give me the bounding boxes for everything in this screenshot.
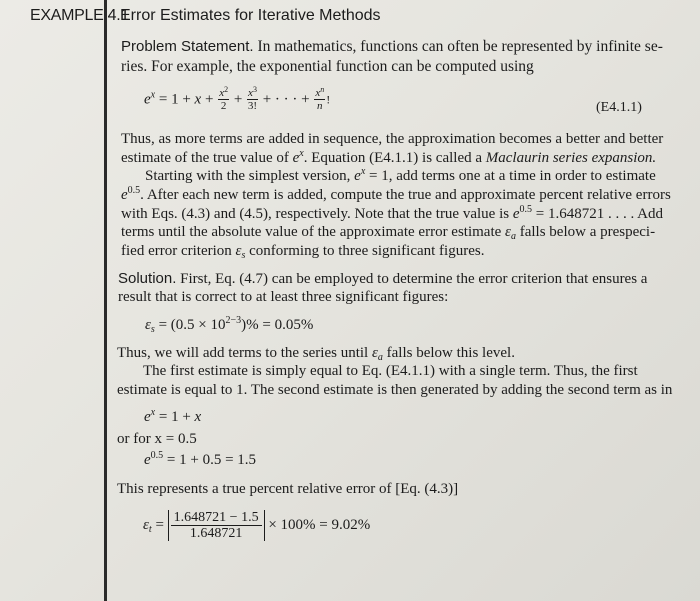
solution-line-1: Solution. First, Eq. (4.7) can be employed to determine the error criterion that ensures a [118, 270, 648, 287]
solution-p3-line2: estimate is equal to 1. The second estimate is then generated by adding the second term as in [117, 382, 673, 398]
problem-p3-line4: terms until the absolute value of the approximate error estimate $\varepsilon_a$ falls below a prespeci- [121, 224, 656, 242]
problem-line-1: Problem Statement. In mathematics, functions can often be represented by infinite se- [121, 38, 663, 55]
problem-line-2: ries. For example, the exponential function can be computed using [121, 58, 534, 75]
problem-p3-line2: $e^{0.5}$. After each new term is added, compute the true and approximate percent relative errors [121, 185, 671, 203]
problem-p2-line1: Thus, as more terms are added in sequence, the approximation becomes a better and better [121, 131, 664, 147]
example-title: Error Estimates for Iterative Methods [120, 7, 381, 24]
problem-p3-line3: with Eqs. (4.3) and (4.5), respectively. Note that the true value is $e^{0.5} = 1.648721$ . . . . Add [121, 204, 663, 222]
problem-p3-line5: fied error criterion $\varepsilon_s$ conforming to three significant figures. [121, 243, 485, 261]
margin-rule [104, 0, 107, 601]
evaluated-equation: $e^{0.5} = 1 + 0.5 = 1.5$ [144, 450, 257, 468]
problem-heading: Problem Statement. [121, 38, 254, 55]
example-label: EXAMPLE 4.1 [30, 7, 129, 24]
equation-number: (E4.1.1) [596, 100, 642, 115]
problem-p3-line1: Starting with the simplest version, $e^x = 1$, add terms one at a time in order to estimate [145, 166, 656, 184]
solution-line-2: result that is correct to at least three significant figures: [118, 289, 449, 305]
problem-p2-line2: estimate of the true value of $e^x$. Equation (E4.1.1) is called a Maclaurin series expansion. [121, 148, 657, 166]
solution-p3-line1: The first estimate is simply equal to Eq. (E4.1.1) with a single term. Thus, the first [143, 363, 638, 379]
second-estimate-equation: $e^x = 1 + x$ [144, 407, 202, 425]
true-error-equation: $\varepsilon_t$ = $\frac{1.648721 - 1.5}{1.648721}$ × 100% = 9.02% [143, 510, 371, 541]
solution-heading: Solution. [118, 270, 177, 287]
solution-p4: This represents a true percent relative error of [Eq. (4.3)] [117, 481, 459, 497]
or-for-line: or for x = 0.5 [117, 431, 197, 447]
criterion-equation: $\varepsilon_s = (0.5 \times 10^{2-3})\% = 0.05\%$ [145, 315, 314, 335]
absolute-value: $\frac{1.648721 - 1.5}{1.648721}$ [168, 510, 265, 541]
series-equation: $e^x = 1 + x$ + $\frac{x^2}{2}$ + $\frac{x^3}{3!}$ + · · · + $\frac{x^n}{n}$ ! [144, 85, 331, 112]
solution-p2: Thus, we will add terms to the series until $\varepsilon_a$ falls below this level. [117, 345, 515, 363]
